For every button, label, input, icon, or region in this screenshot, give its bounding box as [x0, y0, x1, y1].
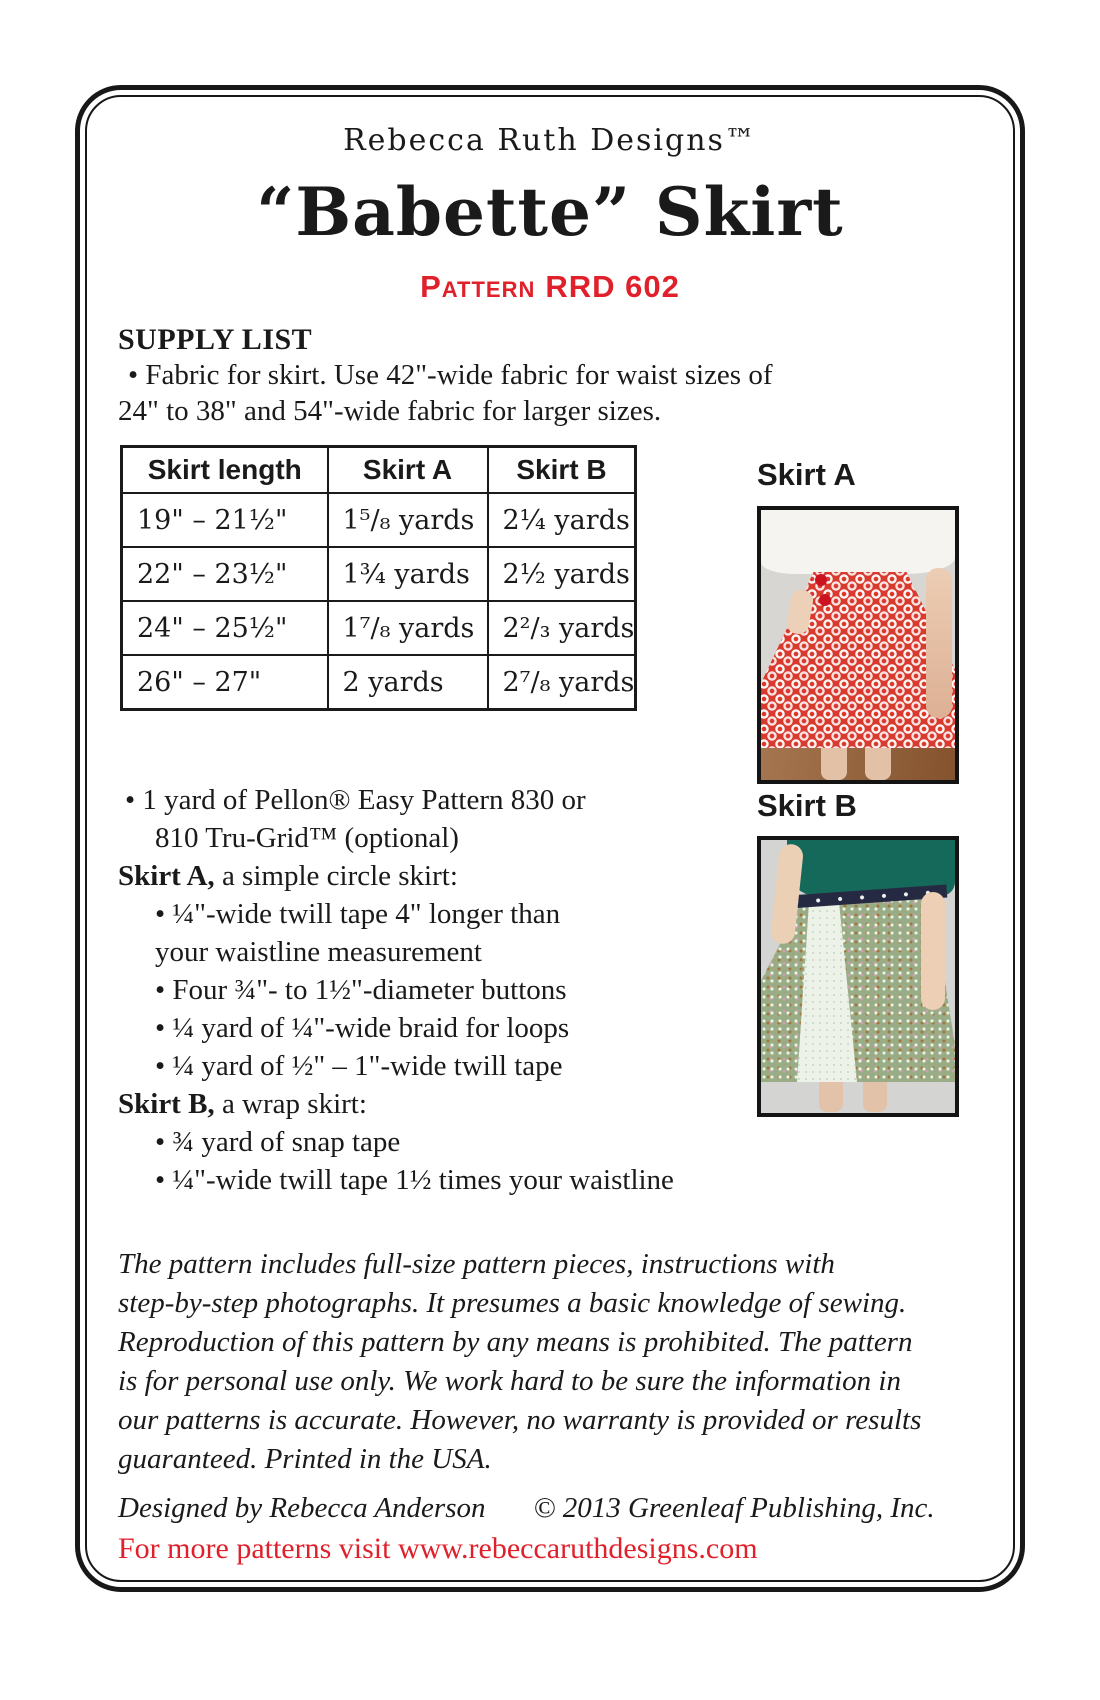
model-white-top — [761, 510, 955, 574]
table-header-row — [122, 447, 636, 494]
website-url-line: For more patterns visit www.rebeccaruthdesigns.com — [118, 1532, 758, 1565]
table-row — [122, 601, 636, 655]
skirt-b-section-heading: Skirt B, a wrap skirt: — [118, 1088, 367, 1120]
table-cell: 24" – 25½" — [122, 601, 328, 655]
supply-item: • 1 yard of Pellon® Easy Pattern 830 or — [125, 784, 586, 816]
supply-intro-line: 24" to 38" and 54"-wide fabric for larger sizes. — [118, 395, 662, 427]
table-cell: 22" – 23½" — [122, 547, 328, 601]
pattern-label: Pattern — [420, 269, 536, 304]
skirt-a-section-heading: Skirt A, a simple circle skirt: — [118, 860, 458, 892]
column-header-skirt-length: Skirt length — [122, 447, 328, 494]
table-row — [122, 493, 636, 547]
model-arm — [926, 568, 952, 718]
column-header-skirt-a: Skirt A — [328, 447, 488, 494]
supply-item: your waistline measurement — [155, 936, 482, 968]
table-row — [122, 655, 636, 710]
credit-line — [118, 1492, 935, 1525]
disclaimer-line: The pattern includes full-size pattern pieces, instructions with — [118, 1248, 835, 1280]
column-header-skirt-b: Skirt B — [488, 447, 636, 494]
table-cell: 1⁷/₈ yards — [328, 601, 488, 655]
page-title: “Babette” Skirt — [256, 173, 844, 251]
table-cell: 2 yards — [328, 655, 488, 710]
skirt-a-photo — [757, 506, 959, 784]
designer-credit: Designed by Rebecca Anderson — [118, 1492, 486, 1524]
waist-button — [819, 594, 831, 606]
table-cell: 26" – 27" — [122, 655, 328, 710]
skirt-a-label: Skirt A — [757, 457, 856, 492]
table-cell: 2⁷/₈ yards — [488, 655, 636, 710]
table-cell: 2½ yards — [488, 547, 636, 601]
skirt-b-photo — [757, 836, 959, 1117]
pattern-number-line — [75, 269, 1025, 305]
skirt-b-label: Skirt B — [757, 788, 857, 823]
table-cell: 1⁵/₈ yards — [328, 493, 488, 547]
disclaimer-line: our patterns is accurate. However, no warranty is provided or results — [118, 1404, 922, 1436]
table-cell: 1¾ yards — [328, 547, 488, 601]
copyright-notice: © 2013 Greenleaf Publishing, Inc. — [533, 1492, 935, 1524]
disclaimer-line: step-by-step photographs. It presumes a basic knowledge of sewing. — [118, 1287, 907, 1319]
supply-item: • ¼ yard of ½" – 1"-wide twill tape — [155, 1050, 563, 1082]
pattern-envelope-back — [75, 85, 1025, 1592]
brand-name: Rebecca Ruth Designs™ — [343, 123, 757, 158]
supply-item: • ¼ yard of ¼"-wide braid for loops — [155, 1012, 570, 1044]
supply-item: • ¼"-wide twill tape 1½ times your waistline — [155, 1164, 674, 1196]
disclaimer-line: guaranteed. Printed in the USA. — [118, 1443, 492, 1475]
disclaimer-line: is for personal use only. We work hard to be sure the information in — [118, 1365, 901, 1397]
table-cell: 2²/₃ yards — [488, 601, 636, 655]
supply-item: • ¾ yard of snap tape — [155, 1126, 401, 1158]
table-cell: 19" – 21½" — [122, 493, 328, 547]
supply-item: 810 Tru-Grid™ (optional) — [155, 822, 459, 854]
pattern-code: RRD 602 — [545, 269, 680, 304]
supply-item: • Four ¾"- to 1½"-diameter buttons — [155, 974, 567, 1006]
table-cell: 2¼ yards — [488, 493, 636, 547]
supply-intro-line: • Fabric for skirt. Use 42"-wide fabric for waist sizes of — [128, 359, 773, 391]
supply-item: • ¼"-wide twill tape 4" longer than — [155, 898, 561, 930]
supply-list-heading: SUPPLY LIST — [118, 323, 313, 356]
yardage-table — [120, 445, 637, 711]
model-arm — [921, 892, 945, 1010]
waist-button — [815, 574, 827, 586]
disclaimer-line: Reproduction of this pattern by any means is prohibited. The pattern — [118, 1326, 913, 1358]
table-row — [122, 547, 636, 601]
